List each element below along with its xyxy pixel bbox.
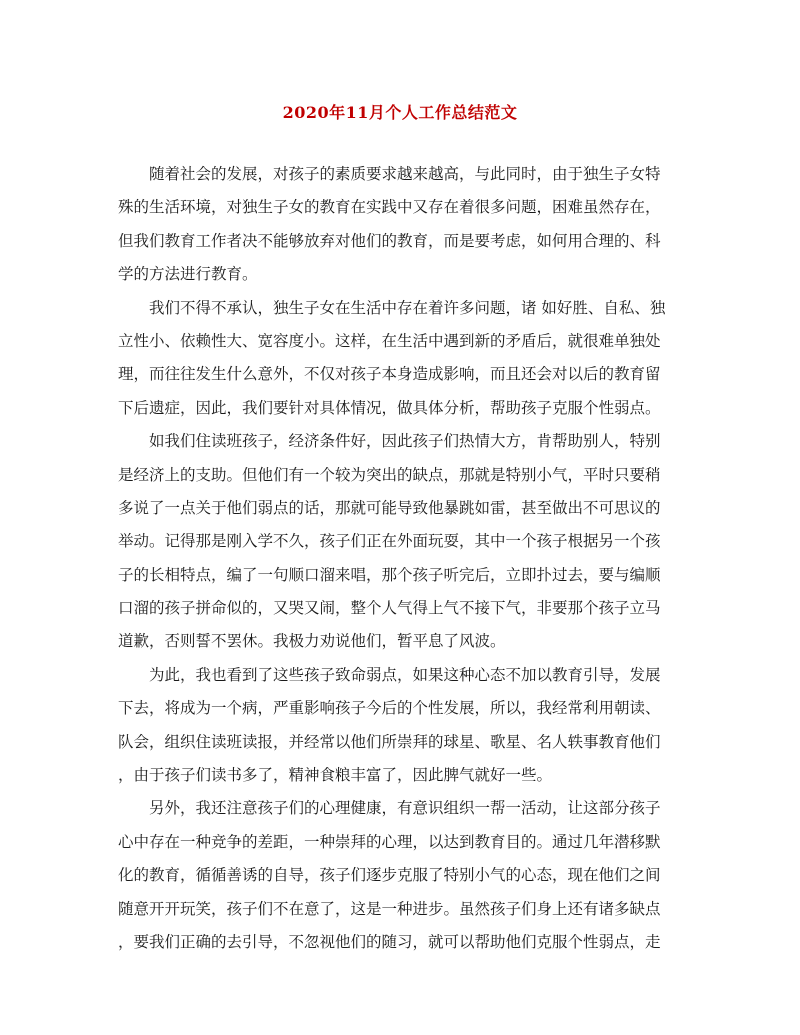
text-line: 口溜的孩子拼命似的，又哭又闹，整个人气得上气不接下气，非要那个孩子立马 [118,599,661,618]
text-line: 立性小、依赖性大、宽容度小。这样，在生活中遇到新的矛盾后，就很难单独处 [118,331,661,350]
text-line: 我们不得不承认，独生子女在生活中存在着许多问题，诸 如好胜、自私、独 [118,298,666,317]
text-line: 另外，我还注意孩子们的心理健康，有意识组织一帮一活动，让这部分孩子 [118,799,661,818]
text-line: 随着社会的发展，对孩子的素质要求越来越高，与此同时，由于独生子女特 [118,165,661,183]
text-line: 但我们教育工作者决不能够放弃对他们的教育，而是要考虑，如何用合理的、科 [118,231,661,250]
text-line: 多说了一点关于他们弱点的话，那就可能导致他暴跳如雷，甚至做出不可思议的 [118,498,661,517]
text-line: 举动。记得那是刚入学不久，孩子们正在外面玩耍，其中一个孩子根据另一个孩 [118,532,661,551]
text-line: 化的教育，循循善诱的自导，孩子们逐步克服了特别小气的心态，现在他们之间 [118,866,661,885]
text-line: ，要我们正确的去引导，不忽视他们的随习，就可以帮助他们克服个性弱点，走 [118,932,661,951]
paragraph [118,158,684,292]
paragraph [118,792,684,959]
text-line: 理，而往往发生什么意外，不仅对孩子本身造成影响，而且还会对以后的教育留 [118,365,661,384]
paragraph [118,292,684,426]
text-line: 心中存在一种竞争的差距，一种崇拜的心理，以达到教育目的。通过几年潜移默 [118,832,661,851]
text-line: 随意开开玩笑，孩子们不在意了，这是一种进步。虽然孩子们身上还有诸多缺点 [118,899,661,918]
text-line: 学的方法进行教育。 [118,265,258,284]
document-title: 2020年11月个人工作总结范文 [282,103,518,122]
paragraph [118,659,684,793]
text-line: 为此，我也看到了这些孩子致命弱点，如果这种心态不加以教育引导，发展 [118,665,661,684]
document-body [118,158,684,959]
text-line: 如我们住读班孩子，经济条件好，因此孩子们热情大方，肯帮助别人，特别 [118,432,661,451]
paragraph [118,425,684,659]
text-line: 队会，组织住读班读报，并经常以他们所崇拜的球星、歌星、名人轶事教育他们 [118,732,661,751]
text-line: 道歉，否则誓不罢休。我极力劝说他们，暂平息了风波。 [118,632,506,651]
text-line: 下后遗症，因此，我们要针对具体情况，做具体分析，帮助孩子克服个性弱点。 [118,398,661,417]
text-line: ，由于孩子们读书多了，精神食粮丰富了，因此脾气就好一些。 [118,766,553,785]
text-line: 下去，将成为一个病，严重影响孩子今后的个性发展，所以，我经常利用朝读、 [118,699,661,718]
text-line: 是经济上的支助。但他们有一个较为突出的缺点，那就是特别小气，平时只要稍 [118,465,661,484]
text-line: 子的长相特点，编了一句顺口溜来唱，那个孩子听完后，立即扑过去，要与编顺 [118,565,661,584]
text-line: 殊的生活环境，对独生子女的教育在实践中又存在着很多问题，困难虽然存在， [118,198,661,217]
